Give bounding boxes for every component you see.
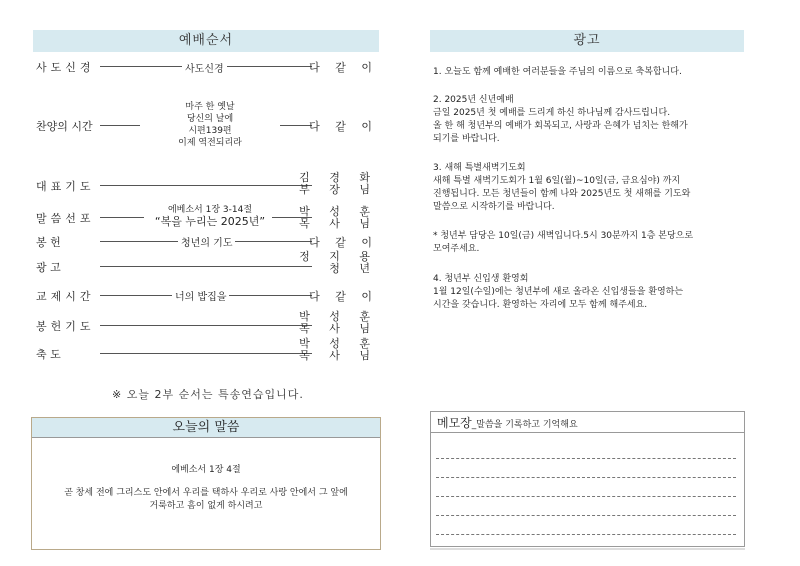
order-middle: 청년의 기도 <box>178 234 235 249</box>
announcement-line: 시간을 갖습니다. 환영하는 자리에 모두 함께 해주세요. <box>433 300 648 310</box>
announcement-line: 모여주세요. <box>433 244 480 254</box>
word-header <box>32 418 380 438</box>
announcement-line: 말씀으로 시작하기를 바랍니다. <box>433 202 555 212</box>
announcement-line: 4. 청년부 신입생 환영회 <box>433 274 529 284</box>
order-who-stack <box>299 172 378 196</box>
order-who-line: 박 성 훈 <box>299 310 378 323</box>
order-who: 다 같 이 <box>309 290 378 303</box>
announcement-line: * 청년부 담당은 10일(금) 새벽입니다.5시 30분까지 1층 본당으로 <box>433 231 694 241</box>
order-label: 광 고 <box>36 261 61 274</box>
announcement-line: 2. 2025년 신년예배 <box>433 95 514 105</box>
memo-shadow-rule <box>430 548 745 550</box>
memo-line[interactable] <box>436 515 736 516</box>
order-who-stack <box>299 206 378 230</box>
sermon-info <box>140 205 280 227</box>
order-footnote: ※ 오늘 2부 순서는 특송연습입니다. <box>112 388 304 401</box>
memo-line[interactable] <box>436 534 736 535</box>
order-header <box>33 30 379 52</box>
announcement-item <box>433 162 738 214</box>
order-who-line: 박 성 훈 <box>299 205 378 218</box>
order-label: 교제시간 <box>36 290 95 303</box>
sermon-scripture: 에베소서 1장 3-14절 <box>167 205 253 215</box>
order-who-line: 청 년 <box>329 262 378 275</box>
order-who-stack <box>299 338 378 362</box>
order-who-line: 김 경 화 <box>299 171 378 184</box>
announcements-title: 광고 <box>573 33 601 48</box>
word-text-line: 곧 창세 전에 그리스도 안에서 우리를 택하사 우리로 사랑 안에서 그 앞에 <box>64 488 348 498</box>
word-text-line: 거룩하고 흠이 없게 하시려고 <box>149 501 263 511</box>
order-label: 봉 헌 <box>36 236 61 249</box>
order-row-fellowship <box>36 288 378 304</box>
order-who-stack <box>299 251 378 275</box>
order-title: 예배순서 <box>178 33 234 48</box>
order-label: 말씀선포 <box>36 212 95 225</box>
announcement-item <box>433 230 738 256</box>
leader-line <box>100 325 312 326</box>
announcement-line: 되기를 바랍니다. <box>433 134 500 144</box>
memo-line[interactable] <box>436 458 736 459</box>
memo-line[interactable] <box>436 496 736 497</box>
announcement-item <box>433 94 738 146</box>
leader-line <box>280 125 312 126</box>
order-row-offering <box>36 234 378 250</box>
order-label: 봉헌기도 <box>36 320 95 333</box>
memo-line[interactable] <box>436 477 736 478</box>
announcement-line: 올 한 해 청년부의 예배가 회복되고, 사랑과 은혜가 넘치는 한해가 <box>433 121 688 131</box>
word-box <box>31 417 381 550</box>
word-title: 오늘의 말씀 <box>172 420 240 435</box>
leader-line <box>100 185 312 186</box>
announcements-header <box>430 30 744 52</box>
order-who-line: 정 지 용 <box>299 250 378 263</box>
order-middle: 사도신경 <box>182 60 227 75</box>
order-who-line: 목 사 님 <box>299 217 378 230</box>
announcement-line: 1월 12일(수일)에는 청년부에 새로 올라온 신입생들을 환영하는 <box>433 287 684 297</box>
order-label: 대표기도 <box>36 180 95 193</box>
announcement-line: 3. 새해 특별새벽기도회 <box>433 163 526 173</box>
song-title: 이제 역전되리라 <box>178 138 242 148</box>
order-who-line: 목 사 님 <box>299 322 378 335</box>
order-row-creed <box>36 59 378 75</box>
order-label: 축 도 <box>36 348 61 361</box>
order-label: 사도신경 <box>36 61 95 74</box>
order-who-line: 박 성 훈 <box>299 337 378 350</box>
announcement-line: 1. 오늘도 함께 예배한 여러분들을 주님의 이름으로 축복합니다. <box>433 67 682 77</box>
announcement-line: 금일 2025년 첫 예배를 드리게 하신 하나님께 감사드립니다. <box>433 108 671 118</box>
memo-box <box>430 411 745 547</box>
order-who-stack <box>299 311 378 335</box>
sermon-title: “복을 누리는 2025년” <box>154 215 266 228</box>
memo-header <box>431 412 744 433</box>
order-who-line: 부 장 님 <box>299 183 378 196</box>
memo-subtitle: _말씀을 기록하고 기억해요 <box>471 420 578 430</box>
order-who: 다 같 이 <box>309 120 378 133</box>
order-row-benediction <box>36 337 378 362</box>
leader-line <box>100 353 312 354</box>
song-title: 당신의 날에 <box>186 114 234 124</box>
praise-song-list <box>140 101 280 149</box>
order-who-line: 목 사 님 <box>299 349 378 362</box>
song-title: 시편139편 <box>188 126 232 136</box>
word-text <box>36 487 376 513</box>
announcement-item <box>433 273 738 312</box>
announcement-line: 진행됩니다. 모든 청년들이 함께 나와 2025년도 첫 새해를 기도와 <box>433 189 691 199</box>
song-title: 마주 한 옛날 <box>185 102 235 112</box>
order-row-offering-prayer <box>36 310 378 335</box>
order-middle: 너의 밥집을 <box>172 288 229 303</box>
order-row-prayer <box>36 171 378 196</box>
order-who: 다 같 이 <box>309 61 378 74</box>
announcement-item <box>433 66 738 79</box>
word-reference: 에베소서 1장 4절 <box>171 465 241 475</box>
order-label: 찬양의 시간 <box>36 120 93 133</box>
leader-line <box>100 217 144 218</box>
announcement-line: 새해 특별 새벽기도회가 1월 6일(월)~10일(금, 금요심야) 까지 <box>433 176 681 186</box>
leader-line <box>100 266 312 267</box>
leader-line <box>100 125 140 126</box>
order-who: 다 같 이 <box>309 236 378 249</box>
memo-title: 메모장 <box>437 416 472 430</box>
order-row-announcements <box>36 250 378 275</box>
